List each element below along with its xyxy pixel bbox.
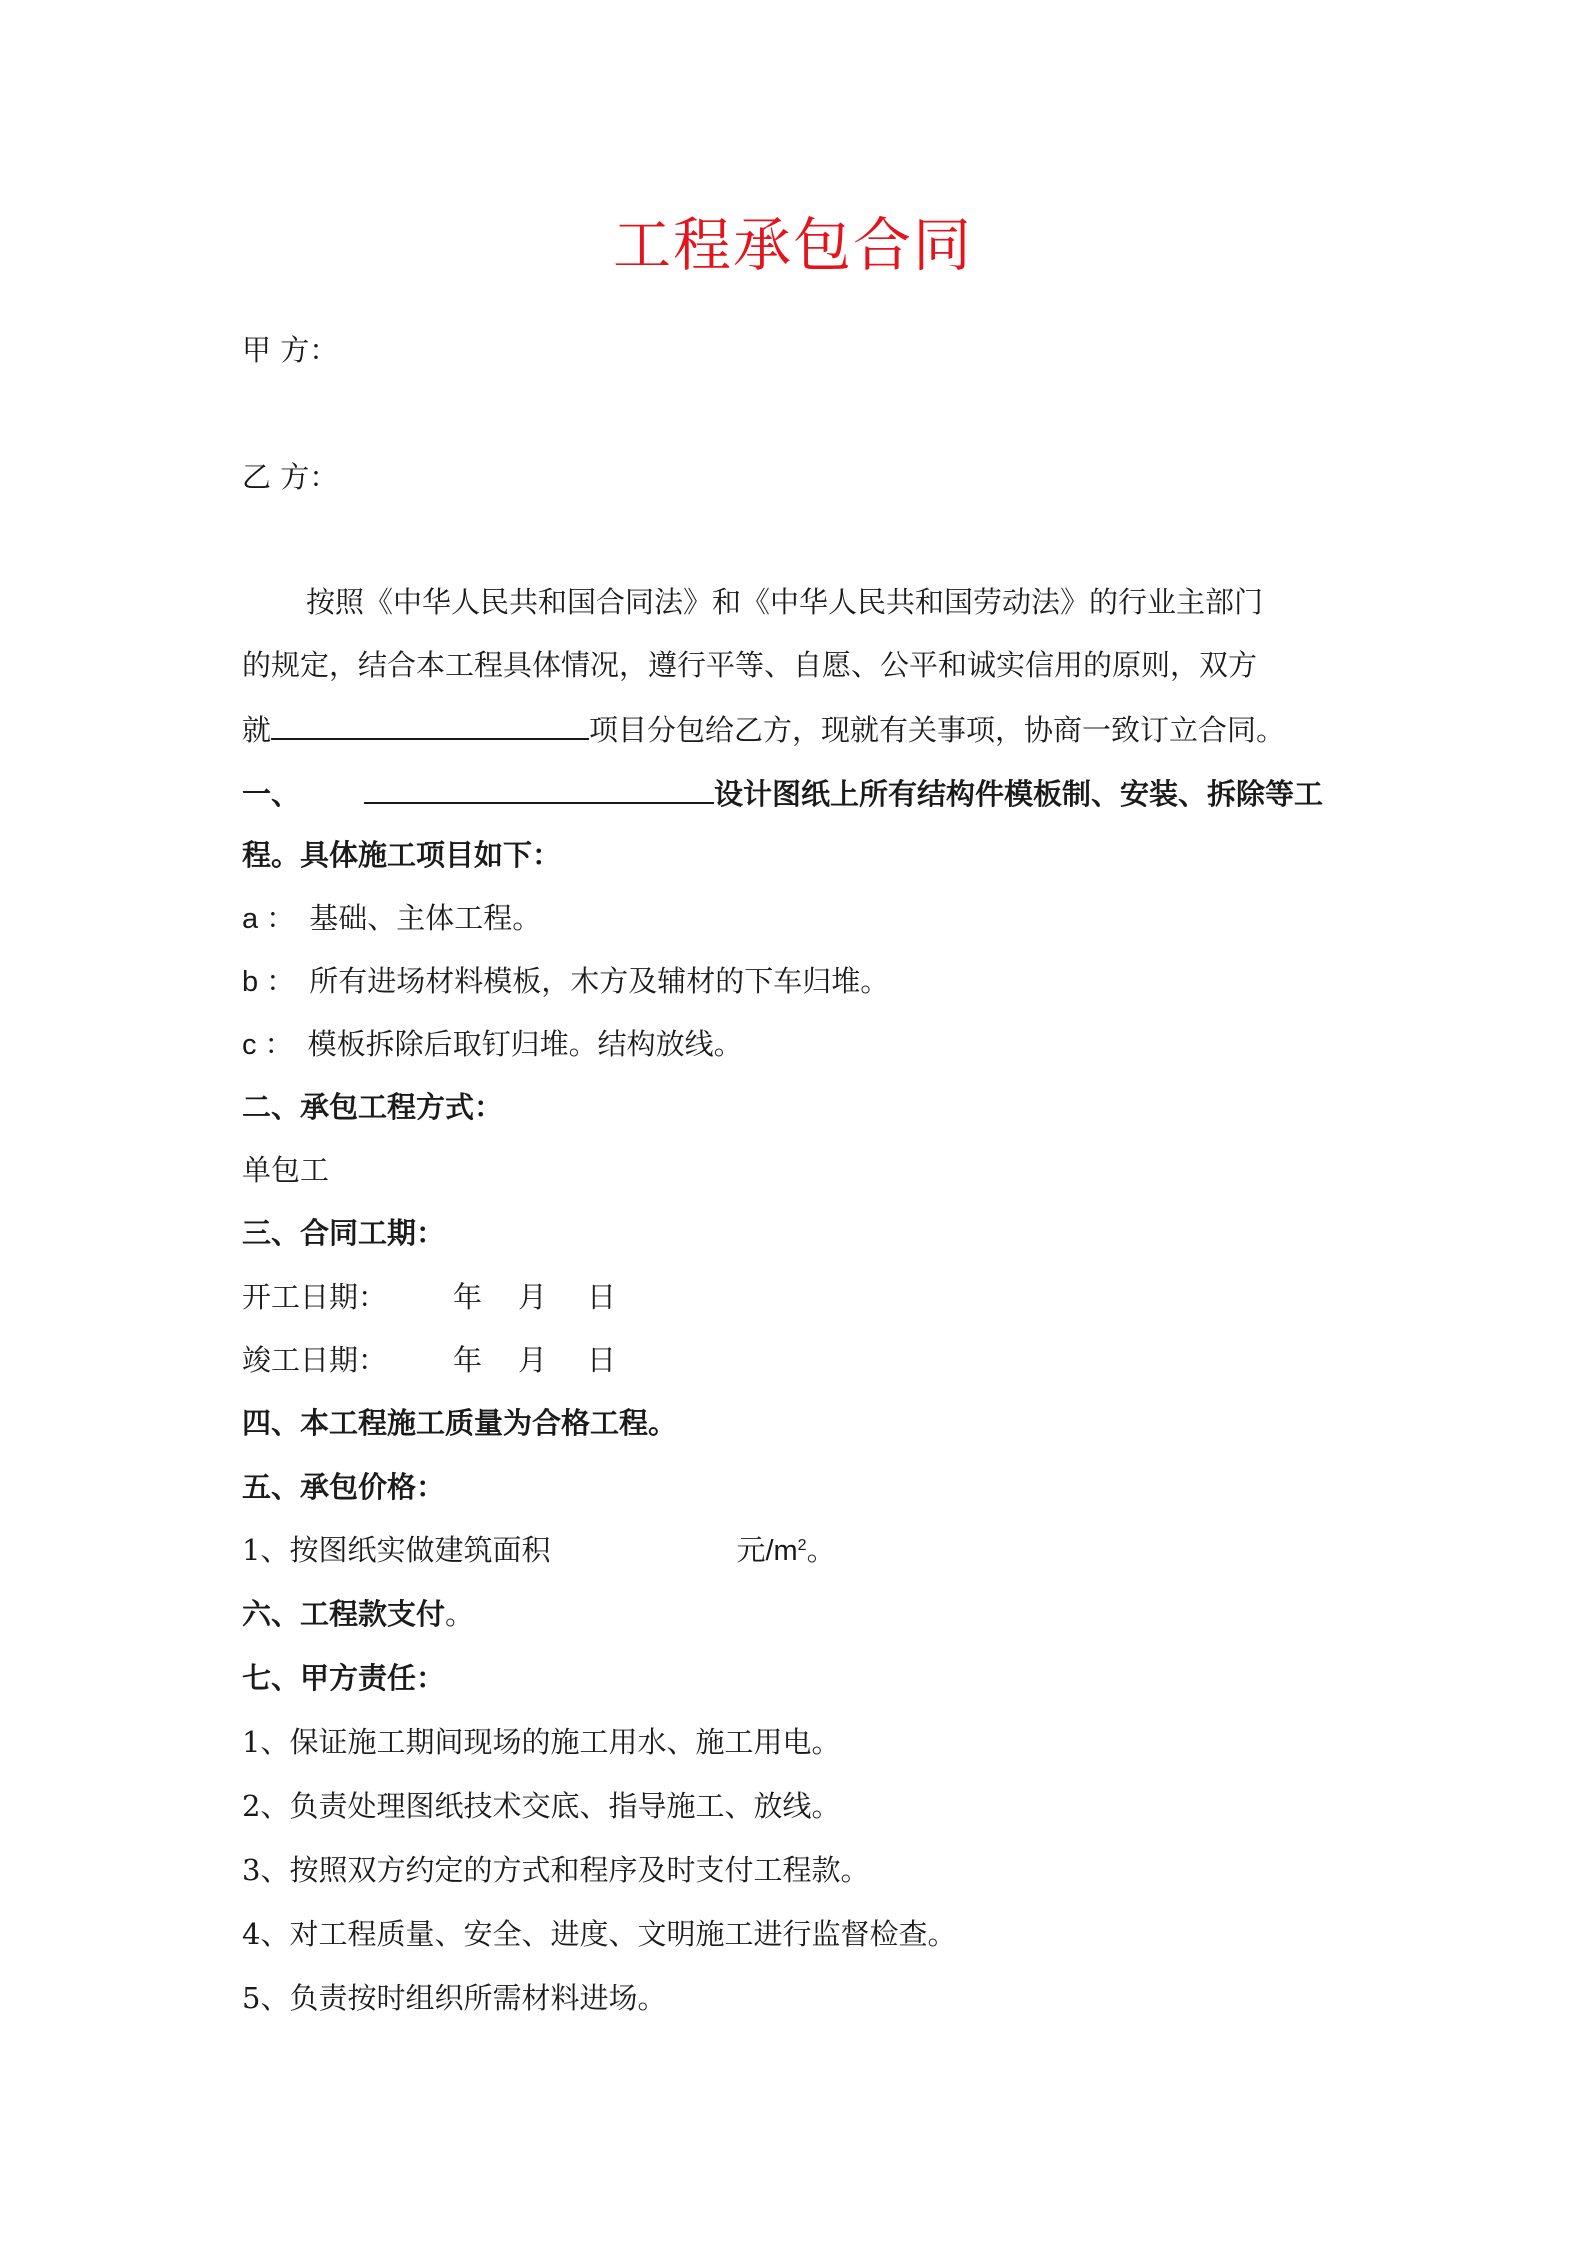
item-b-text: 所有进场材料模板，木方及辅材的下车归堆。 xyxy=(309,964,890,998)
section-6-row xyxy=(242,1594,474,1634)
item-a-marker: a ： xyxy=(242,903,296,935)
scope-blank[interactable] xyxy=(364,772,714,804)
section-4-heading: 四、本工程施工质量为合格工程。 xyxy=(242,1406,678,1440)
intro-line-2: 的规定，结合本工程具体情况，遵行平等、自愿、公平和诚实信用的原则，双方 xyxy=(242,648,1258,682)
start-date-label: 开工日期： xyxy=(242,1280,388,1314)
section-2-value: 单包工 xyxy=(242,1153,330,1187)
section-6-heading-end: 。 xyxy=(445,1597,475,1631)
list-item: 2、负责处理图纸技术交底、指导施工、放线。 xyxy=(242,1789,841,1823)
price-end: 。 xyxy=(806,1533,836,1567)
item-b-marker: b ： xyxy=(242,966,296,998)
list-item xyxy=(242,1024,743,1065)
section-5-heading: 五、承包价格： xyxy=(242,1470,446,1504)
item-c-marker: c ： xyxy=(242,1029,294,1061)
section-7-heading: 七、甲方责任： xyxy=(242,1661,446,1695)
end-day: 日 xyxy=(587,1343,617,1377)
start-month: 月 xyxy=(518,1280,548,1314)
price-unit: 元/m xyxy=(736,1535,798,1567)
intro-line-1: 按照《中华人民共和国合同法》和《中华人民共和国劳动法》的行业主部门 xyxy=(306,585,1264,619)
section-1-line-2: 程。具体施工项目如下： xyxy=(242,838,562,872)
end-date-label: 竣工日期： xyxy=(242,1343,388,1377)
end-month: 月 xyxy=(518,1343,548,1377)
price-prefix: 1、按图纸实做建筑面积 xyxy=(242,1533,551,1567)
list-item: 4、对工程质量、安全、进度、文明施工进行监督检查。 xyxy=(242,1917,957,1951)
party-a-label: 甲 方： xyxy=(242,333,339,367)
list-item xyxy=(242,961,889,1002)
section-3-heading: 三、合同工期： xyxy=(242,1216,446,1250)
project-name-blank[interactable] xyxy=(271,708,589,740)
section-6-heading: 六、工程款支付 xyxy=(242,1597,446,1631)
section-1-text: 设计图纸上所有结构件模板制、安装、拆除等工 xyxy=(714,777,1324,811)
item-a-text: 基础、主体工程。 xyxy=(309,901,542,935)
party-b-label: 乙 方： xyxy=(242,460,339,494)
intro-line-3-prefix: 就 xyxy=(242,713,272,747)
section-1-label: 一、 xyxy=(242,777,301,811)
list-item: 5、负责按时组织所需材料进场。 xyxy=(242,1981,667,2015)
section-1-line-1 xyxy=(242,772,1323,814)
item-c-text: 模板拆除后取钉归堆。结构放线。 xyxy=(307,1027,743,1061)
list-item xyxy=(242,898,541,939)
price-row xyxy=(242,1530,836,1571)
start-date-row xyxy=(242,1277,616,1317)
start-day: 日 xyxy=(587,1280,617,1314)
price-unit-superscript: 2 xyxy=(797,1537,807,1554)
intro-line-3-suffix: 项目分包给乙方，现就有关事项，协商一致订立合同。 xyxy=(589,713,1286,747)
end-year: 年 xyxy=(453,1343,483,1377)
document-title: 工程承包合同 xyxy=(612,211,973,279)
section-2-heading: 二、承包工程方式： xyxy=(242,1090,504,1124)
intro-line-3 xyxy=(242,708,1285,750)
list-item: 3、按照双方约定的方式和程序及时支付工程款。 xyxy=(242,1853,870,1887)
list-item: 1、保证施工期间现场的施工用水、施工用电。 xyxy=(242,1725,841,1759)
start-year: 年 xyxy=(453,1280,483,1314)
end-date-row xyxy=(242,1340,616,1380)
